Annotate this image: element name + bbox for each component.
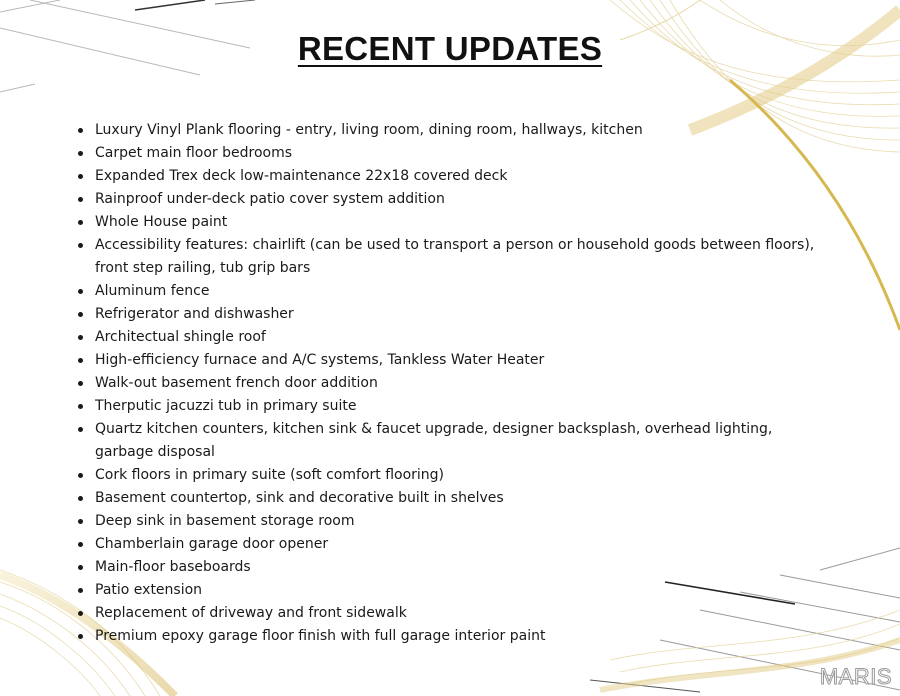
list-item: Luxury Vinyl Plank flooring - entry, living room, dining room, hallways, kitchen xyxy=(74,119,834,142)
list-item: High-efficiency furnace and A/C systems, Tankless Water Heater xyxy=(74,349,834,372)
list-item: Patio extension xyxy=(74,579,834,602)
list-item: Aluminum fence xyxy=(74,280,834,303)
list-item: Replacement of driveway and front sidewalk xyxy=(74,602,834,625)
list-item: Chamberlain garage door opener xyxy=(74,533,834,556)
list-item: Quartz kitchen counters, kitchen sink & faucet upgrade, designer backsplash, overhead lighting, garbage disposal xyxy=(74,418,834,464)
list-item: Whole House paint xyxy=(74,211,834,234)
page-title: RECENT UPDATES xyxy=(297,30,603,67)
list-item: Rainproof under-deck patio cover system addition xyxy=(74,188,834,211)
list-item: Premium epoxy garage floor finish with full garage interior paint xyxy=(74,625,834,648)
maris-watermark: MARIS xyxy=(819,664,892,689)
list-item: Walk-out basement french door addition xyxy=(74,372,834,395)
list-item: Therputic jacuzzi tub in primary suite xyxy=(74,395,834,418)
list-item: Basement countertop, sink and decorative built in shelves xyxy=(74,487,834,510)
list-item: Main-floor baseboards xyxy=(74,556,834,579)
list-item: Accessibility features: chairlift (can be used to transport a person or household goods between floors), front step railing, tub grip bars xyxy=(74,234,834,280)
updates-list xyxy=(74,119,834,648)
list-item: Expanded Trex deck low-maintenance 22x18 covered deck xyxy=(74,165,834,188)
list-item: Carpet main floor bedrooms xyxy=(74,142,834,165)
list-item: Cork floors in primary suite (soft comfort flooring) xyxy=(74,464,834,487)
list-item: Deep sink in basement storage room xyxy=(74,510,834,533)
list-item: Refrigerator and dishwasher xyxy=(74,303,834,326)
list-item: Architectual shingle roof xyxy=(74,326,834,349)
